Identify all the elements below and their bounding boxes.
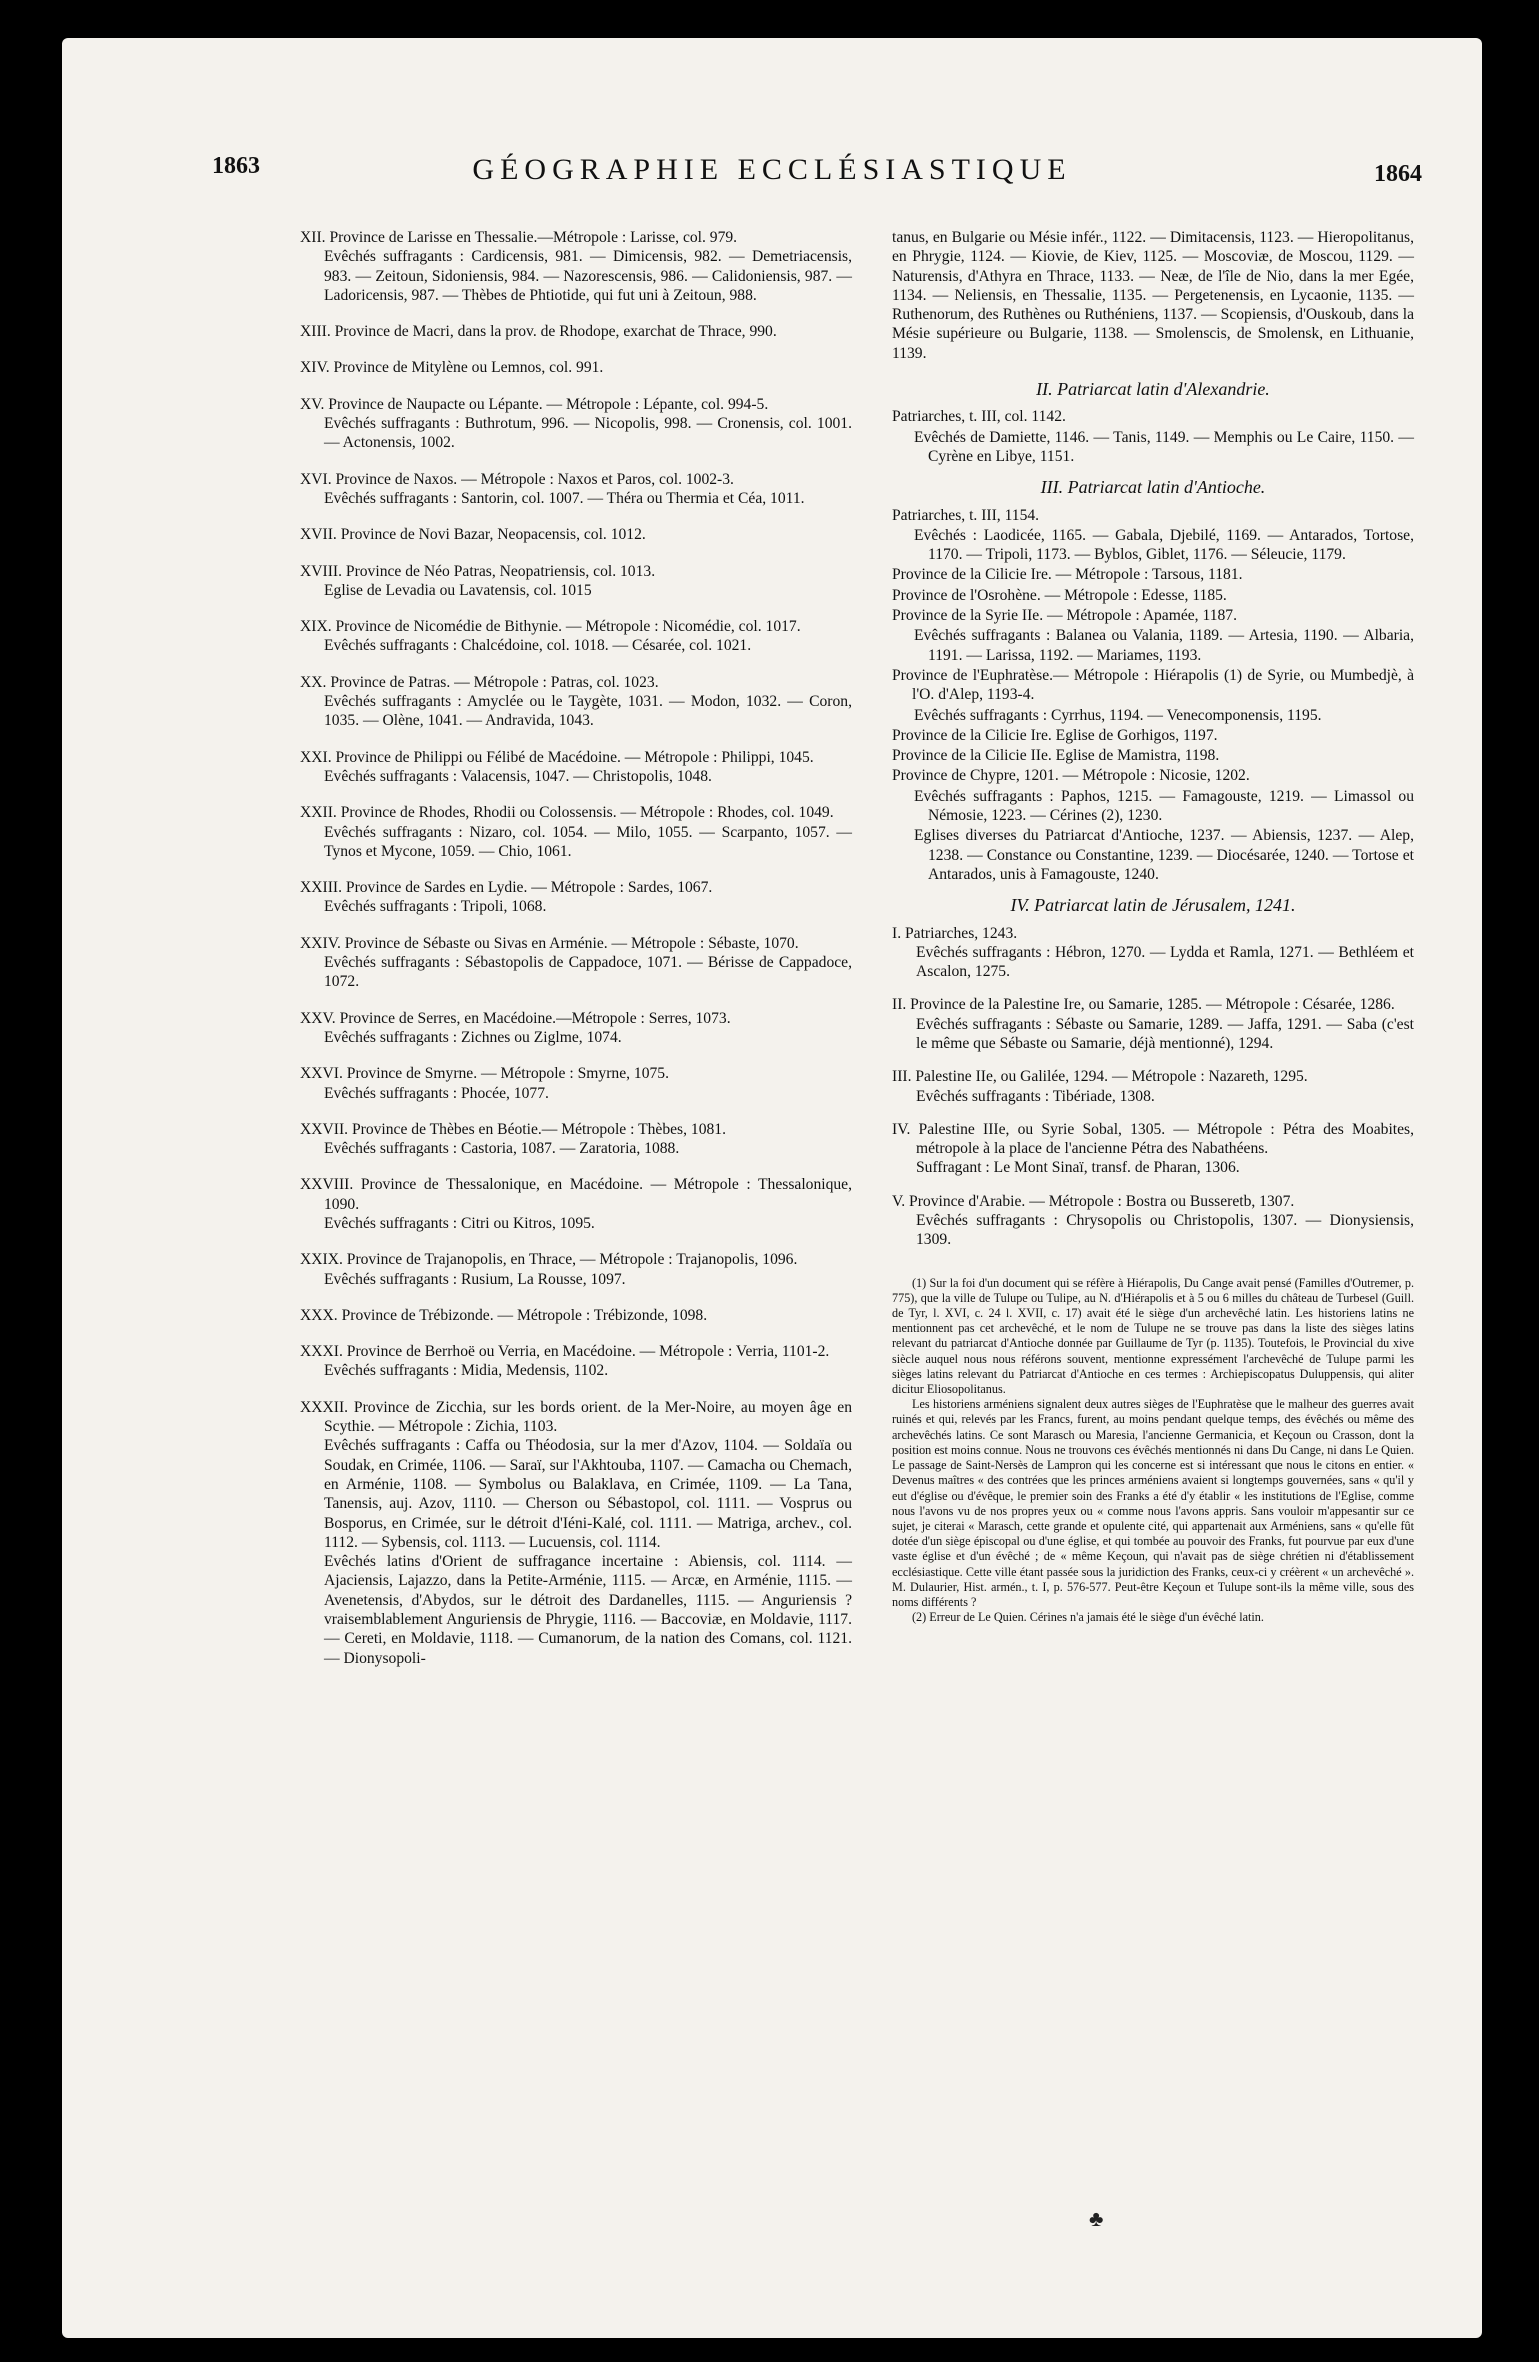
province-entry — [300, 1175, 852, 1233]
province-entry — [300, 1009, 852, 1048]
section-line: Patriarches, t. III, col. 1142. — [892, 408, 1066, 426]
suffragan-list: Evêchés suffragants : Santorin, col. 1007. — Théra ou Thermia et Céa, 1011. — [324, 489, 805, 507]
suffragan-list: Evêchés suffragants : Citri ou Kitros, 1095. — [324, 1214, 595, 1232]
suffragan-list: Evêchés suffragants : Rusium, La Rousse, 1097. — [324, 1270, 626, 1288]
province-heading: V. Province d'Arabie. — Métropole : Bostra ou Busseretb, 1307. — [892, 1192, 1295, 1210]
footnote-1-continued: Les historiens arméniens signalent deux autres sièges de l'Euphratèse que le malheur des guerres avait ruinés et qui, relevés par les Francs, furent, au moins pendant quelque temps, des évêchés ou même des archevêchés latins. Ce sont Marasch ou Maresia, l'ancienne Germanicia, et Keçoun ou Crasson, dont la position est moins connue. Nous ne trouvons ces évêchés mentionnés ni dans Du Cange, ni dans Le Quien. Le passage de Saint-Nersès de Lampron qui les concerne est si intéressant que nous le citons en entier. « Devenus maîtres « des contrées que les princes arméniens avaient si longtemps gouvernées, sans « qu'il y eut d'église ou d'évêque, le premier soin des Franks a été d'y établir « les institutions de l'Eglise, comme nous l'avons vu de nos propres yeux ou « comme nous l'avons appris. Sans vouloir m'appesantir sur ce sujet, je citerai « Marasch, cette grande et opulente cité, qui appartenait aux Arméniens, sans « qu'elle fût dotée d'un siège épiscopal ou d'une église, et qui tombée au pouvoir des Franks, fut pourvue par eux d'une vaste église et d'un évêché ; de « même Keçoun, qui n'avait pas de siège chrétien ni d'établissement ecclésiastique. Cette ville étant passée sous la juridiction des Franks, ceux-ci y créèrent « un archevêché ». M. Dulaurier, Hist. armén., t. I, p. 576-577. Peut-être Keçoun et Tulupe sont-ils la même ville, sous des noms différents ? — [892, 1397, 1414, 1609]
column-number-right: 1864 — [1374, 161, 1422, 187]
section-line: Province de la Cilicie Ire. Eglise de Gorhigos, 1197. — [892, 726, 1218, 744]
province-heading: XXXI. Province de Berrhoë ou Verria, en Macédoine. — Métropole : Verria, 1101-2. — [300, 1343, 830, 1361]
province-entry — [300, 1064, 852, 1103]
suffragan-list: Evêchés suffragants : Tripoli, 1068. — [324, 898, 547, 916]
section-title-alexandrie: II. Patriarcat latin d'Alexandrie. — [1036, 379, 1270, 400]
jerusalem-entry — [892, 1192, 1414, 1250]
footnote-2: (2) Erreur de Le Quien. Cérines n'a jamais été le siège d'un évêché latin. — [912, 1610, 1264, 1625]
section-line: Evêchés suffragants : Cyrrhus, 1194. — Venecomponensis, 1195. — [914, 706, 1322, 724]
province-heading: XIX. Province de Nicomédie de Bithynie. — Métropole : Nicomédie, col. 1017. — [300, 618, 801, 636]
province-heading: XX. Province de Patras. — Métropole : Patras, col. 1023. — [300, 673, 659, 691]
province-entry — [300, 470, 852, 509]
province-entry — [300, 1398, 852, 1668]
province-heading: XXV. Province de Serres, en Macédoine.—Métropole : Serres, 1073. — [300, 1009, 731, 1027]
province-heading: XXIII. Province de Sardes en Lydie. — Métropole : Sardes, 1067. — [300, 879, 713, 897]
footnotes — [892, 1276, 1414, 1626]
province-heading: XIII. Province de Macri, dans la prov. de Rhodope, exarchat de Thrace, 990. — [300, 323, 777, 341]
left-column — [300, 228, 852, 1685]
province-heading: XIV. Province de Mitylène ou Lemnos, col. 991. — [300, 359, 604, 377]
province-entry — [300, 395, 852, 453]
section-line: Evêchés suffragants : Balanea ou Valania, 1189. — Artesia, 1190. — Albaria, 1191. — Larissa, 1192. — Mariames, 1193. — [914, 627, 1414, 664]
suffragan-list: Evêchés suffragants : Midia, Medensis, 1102. — [324, 1362, 609, 1380]
province-entry — [300, 228, 852, 305]
suffragan-list: Evêchés suffragants : Nizaro, col. 1054. — Milo, 1055. — Scarpanto, 1057. — Tynos et Mycone, 1059. — Chio, 1061. — [324, 823, 852, 860]
province-entry — [300, 562, 852, 601]
right-column — [892, 228, 1414, 1625]
page-header — [62, 153, 1482, 203]
section-title-jerusalem: IV. Patriarcat latin de Jérusalem, 1241. — [1010, 895, 1296, 916]
province-entry — [300, 525, 852, 544]
section-line: Province de Chypre, 1201. — Métropole : Nicosie, 1202. — [892, 767, 1250, 785]
section-line: Evêchés de Damiette, 1146. — Tanis, 1149. — Memphis ou Le Caire, 1150. — Cyrène en Libye, 1151. — [914, 428, 1414, 465]
province-heading: XXVII. Province de Thèbes en Béotie.— Métropole : Thèbes, 1081. — [300, 1120, 726, 1138]
section-line: Evêchés : Laodicée, 1165. — Gabala, Djebilé, 1169. — Antarados, Tortose, 1170. — Tripoli, 1173. — Byblos, Giblet, 1176. — Séleucie, 1179. — [914, 526, 1414, 564]
footnote-1: (1) Sur la foi d'un document qui se réfère à Hiérapolis, Du Cange avait pensé (Familles d'Outremer, p. 775), que la ville de Tulupe ou Tulipe, au N. d'Hiérapolis et à 5 ou 6 milles du château de Turbesel (Guill. de Tyr, l. XVI, c. 24 l. XVII, c. 17) avait été le siège d'un archevêché latin. Les historiens latins ne mentionnent pas cet archevêché, et le nom de Tulupe ne se trouve pas dans la liste des sièges latins relevant du patriarcat d'Antioche donnée par Guillaume de Tyr (p. 1135). Toutefois, le Provincial du xive siècle auquel nous nous référons souvent, mentionne expressément l'archevêché de Tulupe parmi les sièges latins relevant du Patriarcat d'Antioche en ces termes : Archiepiscopatus Duluppensis, qui aliter dicitur Eliosopolitanus. — [892, 1275, 1414, 1397]
province-entry — [300, 1342, 852, 1381]
section-alexandrie — [892, 407, 1414, 466]
suffragan-list: Evêchés suffragants : Tibériade, 1308. — [916, 1087, 1155, 1105]
province-entry — [300, 878, 852, 917]
province-entry — [300, 934, 852, 992]
province-heading: XV. Province de Naupacte ou Lépante. — Métropole : Lépante, col. 994-5. — [300, 395, 769, 413]
suffragan-list: Suffragant : Le Mont Sinaï, transf. de Pharan, 1306. — [916, 1159, 1240, 1177]
suffragan-list: Evêchés suffragants : Castoria, 1087. — Zaratoria, 1088. — [324, 1140, 680, 1158]
province-heading: XVII. Province de Novi Bazar, Neopacensis, col. 1012. — [300, 526, 646, 544]
section-line: Evêchés suffragants : Paphos, 1215. — Famagouste, 1219. — Limassol ou Némosie, 1223. — Cérines (2), 1230. — [914, 787, 1414, 825]
province-entry — [300, 748, 852, 787]
province-heading: XXI. Province de Philippi ou Félibé de Macédoine. — Métropole : Philippi, 1045. — [300, 748, 814, 766]
province-entry — [300, 673, 852, 731]
section-line: Patriarches, t. III, 1154. — [892, 506, 1040, 524]
province-entry — [300, 358, 852, 377]
province-entry — [300, 1120, 852, 1159]
jerusalem-entry — [892, 995, 1414, 1053]
province-heading: XXIV. Province de Sébaste ou Sivas en Arménie. — Métropole : Sébaste, 1070. — [300, 934, 799, 952]
jerusalem-entry — [892, 1120, 1414, 1178]
suffragan-list: Evêchés suffragants : Cardicensis, 981. — Dimicensis, 982. — Demetriacensis, 983. — Zeitoun, Sidoniensis, 984. — Nazorescensis, 986. — Calidoniensis, 987. — Ladoricensis, 987. — Thèbes de Phtiotide, qui fut uni à Zeitoun, 988. — [324, 248, 852, 304]
suffragan-list: Evêchés suffragants : Chrysopolis ou Christopolis, 1307. — Dionysiensis, 1309. — [916, 1212, 1414, 1249]
province-heading: II. Province de la Palestine Ire, ou Samarie, 1285. — Métropole : Césarée, 1286. — [892, 996, 1395, 1014]
province-entry — [300, 803, 852, 861]
province-heading: XXVI. Province de Smyrne. — Métropole : Smyrne, 1075. — [300, 1065, 669, 1083]
suffragan-list: Evêchés suffragants : Hébron, 1270. — Lydda et Ramla, 1271. — Bethléem et Ascalon, 1275. — [916, 943, 1414, 981]
suffragan-list: Evêchés suffragants : Caffa ou Théodosia, sur la mer d'Azov, 1104. — Soldaïa ou Soudak, en Crimée, 1106. — Saraï, sur l'Akhtouba, 1107. — Camacha ou Chemach, en Arménie, 1108. — Symbolus ou Balaklava, en Crimée, 1109. — La Tana, Tanensis, auj. Azov, 1110. — Cherson ou Sébastopol, col. 1111. — Vosprus ou Bosporus, en Crimée, sur le détroit d'Iéni-Kalé, col. 1111. — Matriga, archev., col. 1112. — Sybensis, col. 1113. — Lucuensis, col. 1114. — [324, 1437, 852, 1551]
suffragan-list: Evêchés suffragants : Buthrotum, 996. — Nicopolis, 998. — Cronensis, col. 1001. — Actonensis, 1002. — [324, 415, 852, 452]
province-entry — [300, 1250, 852, 1289]
suffragan-list: Evêchés suffragants : Valacensis, 1047. — Christopolis, 1048. — [324, 767, 712, 785]
book-page — [62, 38, 1482, 2338]
province-entry — [300, 1306, 852, 1325]
suffragan-list: Evêchés suffragants : Amyclée ou le Taygète, 1031. — Modon, 1032. — Coron, 1035. — Olène, 1041. — Andravida, 1043. — [324, 693, 852, 730]
province-entry — [300, 617, 852, 656]
province-heading: III. Palestine IIe, ou Galilée, 1294. — Métropole : Nazareth, 1295. — [892, 1068, 1308, 1086]
section-line: Province de la Cilicie Ire. — Métropole : Tarsous, 1181. — [892, 566, 1243, 584]
section-line: Province de l'Euphratèse.— Métropole : Hiérapolis (1) de Syrie, ou Mumbedjè, à l'O. d'Alep, 1193-4. — [892, 666, 1414, 704]
province-entry — [300, 322, 852, 341]
suffragan-list: Evêchés suffragants : Sébastopolis de Cappadoce, 1071. — Bérisse de Cappadoce, 1072. — [324, 954, 852, 991]
section-line: Province de la Cilicie IIe. Eglise de Mamistra, 1198. — [892, 747, 1220, 765]
province-heading: XXIX. Province de Trajanopolis, en Thrace, — Métropole : Trajanopolis, 1096. — [300, 1251, 798, 1269]
section-jerusalem — [892, 924, 1414, 1250]
province-heading: XVI. Province de Naxos. — Métropole : Naxos et Paros, col. 1002-3. — [300, 470, 734, 488]
province-heading: I. Patriarches, 1243. — [892, 924, 1018, 942]
jerusalem-entry — [892, 924, 1414, 982]
province-heading: XXXII. Province de Zicchia, sur les bords orient. de la Mer-Noire, au moyen âge en Scythie. — Métropole : Zichia, 1103. — [300, 1398, 852, 1436]
running-title: GÉOGRAPHIE ECCLÉSIASTIQUE — [472, 153, 1072, 186]
province-heading: XII. Province de Larisse en Thessalie.—Métropole : Larisse, col. 979. — [300, 229, 738, 246]
section-line: Province de l'Osrohène. — Métropole : Edesse, 1185. — [892, 586, 1227, 604]
jerusalem-entry — [892, 1067, 1414, 1106]
suffragan-list: Evêchés latins d'Orient de suffragance incertaine : Abiensis, col. 1114. — Ajaciensis, Lajazzo, dans la Petite-Arménie, 1115. — Arcæ, en Arménie, 1115. — Avenetensis, d'Abydos, sur le détroit des Dardanelles, 1115. — Anguriensis ? vraisemblablement Anguriensis de Phrygie, 1116. — Baccoviæ, en Moldavie, 1117. — Cereti, en Moldavie, 1118. — Cumanorum, de la nation des Comans, col. 1121. — Dionysopoli- — [324, 1553, 852, 1667]
continuation-text: tanus, en Bulgarie ou Mésie infér., 1122. — Dimitacensis, 1123. — Hieropolitanus, en Phrygie, 1124. — Kiovie, de Kiev, 1125. — Moscoviæ, de Moscou, 1129. — Naturensis, d'Athyra en Thrace, 1133. — Neæ, de l'île de Nio, dans la mer Egée, 1134. — Neliensis, en Thessalie, 1135. — Pergetenensis, en Lycaonie, 1135. — Ruthenorum, des Ruthènes ou Ruthéniens, 1137. — Scopiensis, d'Ouskoub, dans la Mésie supérieure ou Bulgarie, 1138. — Smolenscis, de Smolensk, en Lithuanie, 1139. — [892, 229, 1414, 362]
section-title-antioche: III. Patriarcat latin d'Antioche. — [1040, 477, 1266, 498]
province-heading: XXVIII. Province de Thessalonique, en Macédoine. — Métropole : Thessalonique, 1090. — [300, 1176, 852, 1213]
suffragan-list: Evêchés suffragants : Zichnes ou Ziglme, 1074. — [324, 1028, 622, 1046]
section-line: Province de la Syrie IIe. — Métropole : Apamée, 1187. — [892, 607, 1237, 625]
province-heading: XXX. Province de Trébizonde. — Métropole : Trébizonde, 1098. — [300, 1306, 708, 1324]
column-number-left: 1863 — [212, 153, 260, 179]
section-line: Eglises diverses du Patriarcat d'Antioche, 1237. — Abiensis, 1237. — Alep, 1238. — Constance ou Constantine, 1239. — Diocésarée, 1240. — Tortose et Antarados, unis à Famagouste, 1240. — [914, 827, 1414, 883]
suffragan-list: Evêchés suffragants : Sébaste ou Samarie, 1289. — Jaffa, 1291. — Saba (c'est le même que Sébaste ou Samarie, déjà mentionné), 1294. — [916, 1015, 1414, 1052]
suffragan-list: Evêchés suffragants : Phocée, 1077. — [324, 1084, 549, 1102]
province-heading: XVIII. Province de Néo Patras, Neopatriensis, col. 1013. — [300, 562, 656, 580]
printer-ornament-icon: ♣ — [1089, 2206, 1104, 2231]
section-antioche — [892, 506, 1414, 885]
right-continuation — [892, 228, 1414, 363]
province-heading: XXII. Province de Rhodes, Rhodii ou Colossensis. — Métropole : Rhodes, col. 1049. — [300, 804, 834, 822]
province-heading: IV. Palestine IIIe, ou Syrie Sobal, 1305. — Métropole : Pétra des Moabites, métropole à la place de l'ancienne Pétra des Nabathéens. — [892, 1120, 1414, 1158]
suffragan-list: Evêchés suffragants : Chalcédoine, col. 1018. — Césarée, col. 1021. — [324, 637, 752, 655]
suffragan-list: Eglise de Levadia ou Lavatensis, col. 1015 — [324, 581, 592, 599]
